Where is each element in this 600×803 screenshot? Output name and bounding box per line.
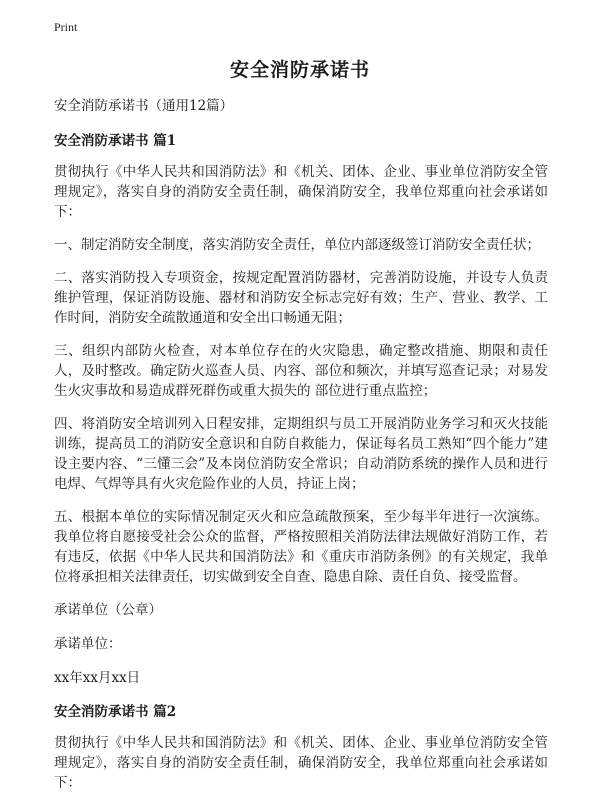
section-2-intro: 贯彻执行《中华人民共和国消防法》和《机关、团体、企业、事业单位消防安全管理规定》，落实自身的消防安全责任制，确保消防安全，我单位郑重向社会承诺如下： xyxy=(54,735,548,791)
section-1-item-5: 五、根据本单位的实际情况制定灭火和应急疏散预案，至少每半年进行一次演练。我单位将自愿接受社会公众的监督，严格按照相关消防法律法规做好消防工作，若有违反，依据《中华人民共和国消防法》和《重庆市消防条例》的有关规定，我单位将承担相关法律责任，切实做到安全自查、隐患自除、责任自负、接受监督。 xyxy=(54,509,548,585)
section-1-item-3: 三、组织内部防火检查，对本单位存在的火灾隐患，确定整改措施、期限和责任人，及时整改。确定防火巡查人员、内容、部位和频次，并填写巡查记录；对易发生火灾事故和易造成群死群伤或重大损失的 部位进行重点监控； xyxy=(54,343,548,399)
section-heading-1: 安全消防承诺书 篇1 xyxy=(54,133,177,149)
section-1-item-2: 二、落实消防投入专项资金，按规定配置消防器材，完善消防设施，并设专人负责维护管理，保证消防设施、器材和消防安全标志完好有效；生产、营业、教学、工作时间，消防安全疏散通道和安全出口畅通无阻； xyxy=(54,270,548,326)
sign-date-line: xx年xx月xx日 xyxy=(54,670,141,686)
section-1-intro: 贯彻执行《中华人民共和国消防法》和《机关、团体、企业、事业单位消防安全管理规定》，落实自身的消防安全责任制，确保消防安全，我单位郑重向社会承诺如下： xyxy=(54,164,548,220)
document-body xyxy=(54,96,548,803)
section-heading-2: 安全消防承诺书 篇2 xyxy=(54,704,177,720)
sign-seal-line: 承诺单位（公章） xyxy=(54,602,162,618)
sign-unit-line: 承诺单位： xyxy=(54,636,122,652)
section-1-item-1: 一、制定消防安全制度，落实消防安全责任，单位内部逐级签订消防安全责任状； xyxy=(54,237,540,253)
page-title: 安全消防承诺书 xyxy=(229,59,370,81)
section-1-item-4: 四、将消防安全培训列入日程安排，定期组织与员工开展消防业务学习和灭火技能训练，提高员工的消防安全意识和自防自救能力，保证每名员工熟知“四个能力”建设主要内容、“三懂三会”及本岗位消防安全常识；自动消防系统的操作人员和进行电焊、气焊等具有火灾危险作业的人员，持证上岗； xyxy=(54,416,548,492)
print-button[interactable]: Print xyxy=(54,20,78,34)
document-subtitle: 安全消防承诺书（通用12篇） xyxy=(54,98,234,114)
